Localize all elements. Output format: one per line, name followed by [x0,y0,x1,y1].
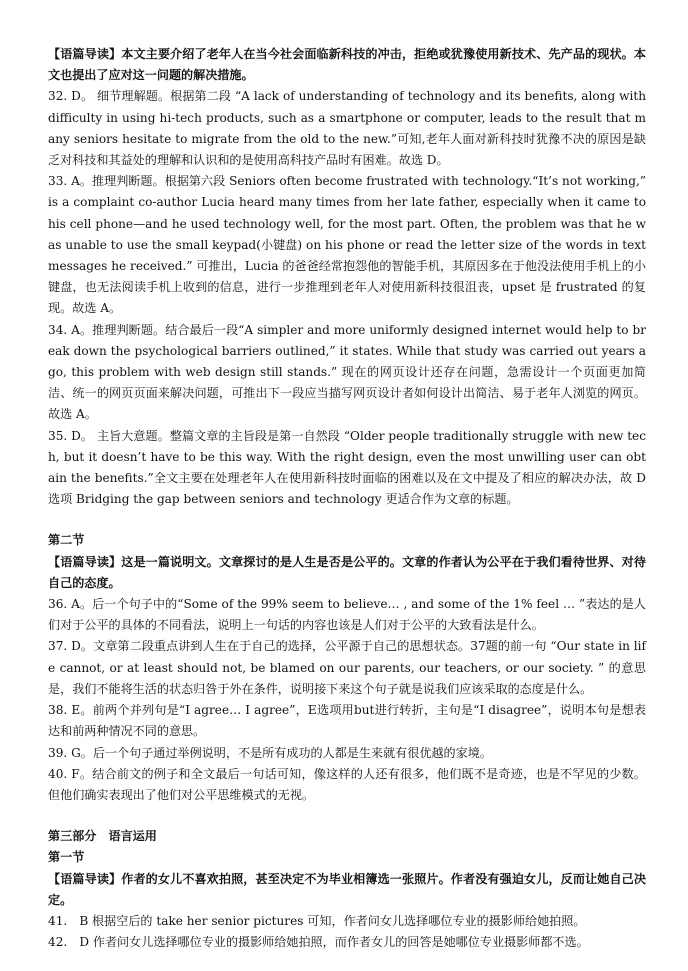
section3-guide: 【语篇导读】作者的女儿不喜欢拍照，甚至决定不为毕业相簿选一张照片。作者没有强迫女儿，反而让她自己决定。 [48,871,646,907]
section2-heading: 第二节 [48,533,85,548]
document-page [48,44,646,953]
section3-heading: 第一节 [48,850,85,865]
answer-35: 35. D。 主旨大意题。整篇文章的主旨段是第一自然段 “Older people traditionally struggle with new tech, but it doesn’t have to be this way. With the right design, even the most unwilling user can obtain the benefits.”全文主要在处理老年人在使用新科技时面临的困难以及在文中提及了相应的解决办法，故 D 选项 Bridging the gap between seniors and technology 更适合作为文章的标题。 [48,428,646,507]
section3-part-heading: 第三部分 语言运用 [48,829,157,844]
answer-34: 34. A。推理判断题。结合最后一段“A simpler and more uniformly designed internet would help to break down the psychological barriers outlined,” it states. While that study was carried out years ago, this problem with web design still stands.” 现在的网页设计还存在问题，急需设计一个页面更加简洁、统一的网页页面来解决问题，可推出下一段应当描写网页设计者如何设计出简洁、易于老年人浏览的网页。故选 A。 [48,322,646,422]
section1-guide: 【语篇导读】本文主要介绍了老年人在当今社会面临新科技的冲击，拒绝或犹豫使用新技术、先产品的现状。本文也提出了应对这一问题的解决措施。 [48,47,646,83]
answer-33: 33. A。推理判断题。根据第六段 Seniors often become frustrated with technology.“It’s not working,” is a complaint co-author Lucia heard many times from her late father, especially when it came to his cell phone—and he used technology well, for the most part. Often, the problem was that he was unable to use the small keypad(小键盘) on his phone or read the letter size of the words in text messages he received.” 可推出，Lucia 的爸爸经常抱怨他的智能手机，其原因多在于他没法使用手机上的小键盘，也无法阅读手机上收到的信息，进行一步推理到老年人对使用新科技很沮丧，upset 是 frustrated 的复现。故选 A。 [48,174,646,316]
answer-36: 36. A。后一个句子中的“Some of the 99% seem to believe… , and some of the 1% feel … ”表达的是人们对于公平的具体的不同看法，说明上一句话的内容也该是人们对于公平的大致看法是什么。 [48,597,646,633]
section-spacer [48,806,646,826]
answer-37: 37. D。文章第二段重点讲到人生在于自己的选择，公平源于自己的思想状态。37题的前一句 “Our state in life cannot, or at least should not, be blamed on our parents, our teachers, or our society. ” 的意思是，我们不能将生活的状态归咎于外在条件，说明接下来这个句子就是说我们应该采取的态度是什么。 [48,639,646,696]
answer-42: 42. D 作者问女儿选择哪位专业的摄影师给她拍照，而作者女儿的回答是她哪位专业摄影师都不选。 [48,935,589,950]
answer-41: 41. B 根据空后的 take her senior pictures 可知，作者问女儿选择哪位专业的摄影师给她拍照。 [48,913,586,928]
answer-39: 39. G。后一个句子通过举例说明，不是所有成功的人都是生来就有很优越的家境。 [48,745,492,760]
answer-38: 38. E。前两个并列句是“I agree… I agree”，E选项用but进行转折，主句是“I disagree”，说明本句是想表达和前两种情况不同的意思。 [48,703,646,739]
answer-32: 32. D。 细节理解题。根据第二段 “A lack of understanding of technology and its benefits, along with difficulty in using hi-tech products, such as a smartphone or computer, leads to the result that many seniors hesitate to migrate from the old to the new.”可知,老年人面对新科技时犹豫不决的原因是缺乏对科技和其益处的理解和认识和的是使用高科技产品时有困难。故选 D。 [48,89,646,168]
section2-guide: 【语篇导读】这是一篇说明文。文章探讨的是人生是否是公平的。文章的作者认为公平在于我们看待世界、对待自己的态度。 [48,554,646,590]
section-spacer [48,510,646,530]
answer-40: 40. F。结合前文的例子和全文最后一句话可知，像这样的人还有很多，他们既不是奇迹，也是不罕见的少数。但他们确实表现出了他们对公平思维模式的无视。 [48,766,646,802]
